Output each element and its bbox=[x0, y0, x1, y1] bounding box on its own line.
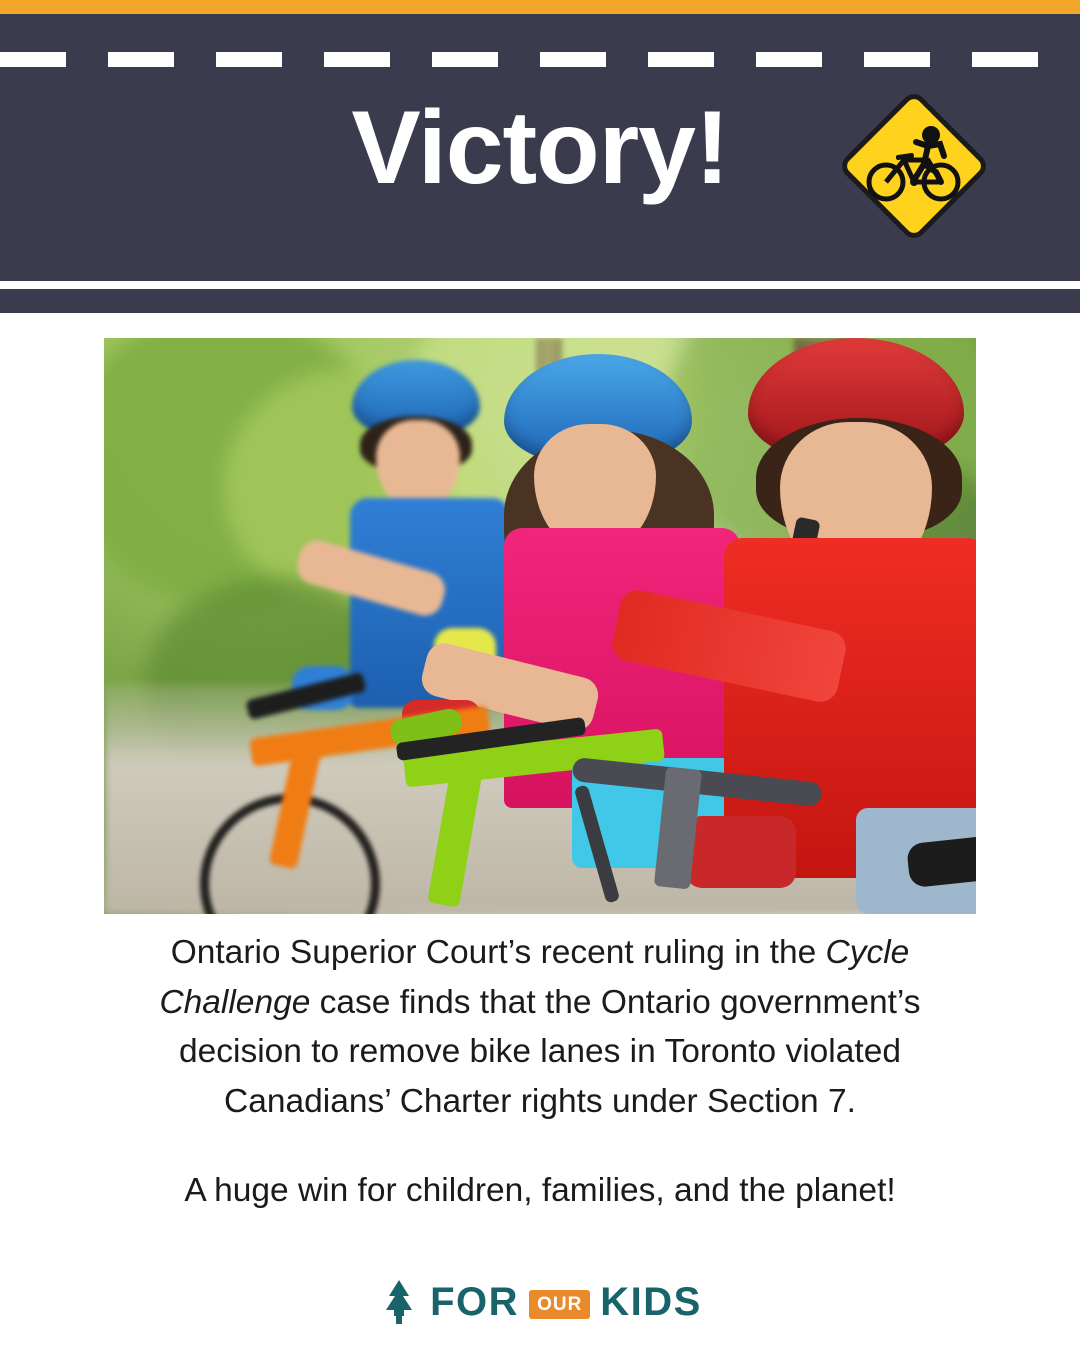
pine-tree-icon bbox=[378, 1278, 420, 1326]
paragraph-ruling-part1: Ontario Superior Court’s recent ruling in the bbox=[170, 934, 826, 971]
lane-dash bbox=[864, 52, 930, 67]
top-road-banner bbox=[0, 0, 1080, 313]
banner-white-gap bbox=[0, 281, 1080, 289]
logo-word-for: FOR bbox=[430, 1279, 520, 1324]
lane-dash bbox=[540, 52, 606, 67]
logo-word-our: OUR bbox=[529, 1290, 590, 1319]
photo-background bbox=[104, 338, 976, 914]
lane-dash bbox=[0, 52, 66, 67]
paragraph-win: A huge win for children, families, and the planet! bbox=[184, 1172, 896, 1210]
road-lane-dashes bbox=[0, 52, 1080, 67]
lane-dash bbox=[108, 52, 174, 67]
logo-word-kids: KIDS bbox=[600, 1279, 702, 1324]
for-our-kids-logo bbox=[0, 1278, 1080, 1326]
paragraph-ruling-part2: case finds that the Ontario government’s decision to remove bike lanes in Toronto violated Canadians’ Charter rights under Section 7. bbox=[179, 983, 921, 1120]
banner-bottom-bar bbox=[0, 289, 1080, 313]
lane-dash bbox=[756, 52, 822, 67]
case-name: Cycle Challenge bbox=[159, 934, 910, 1021]
lane-dash bbox=[324, 52, 390, 67]
three-children-riding-bicycles-photo bbox=[104, 338, 976, 914]
glove-red bbox=[686, 816, 796, 888]
orange-accent-bar bbox=[0, 0, 1080, 14]
paragraph-ruling bbox=[96, 928, 984, 1126]
page-title: Victory! bbox=[351, 90, 729, 206]
lane-dash bbox=[216, 52, 282, 67]
bicycle-crossing-sign-icon bbox=[836, 88, 992, 244]
lane-dash bbox=[432, 52, 498, 67]
lane-dash bbox=[648, 52, 714, 67]
lane-dash bbox=[972, 52, 1038, 67]
body-copy bbox=[96, 928, 984, 1216]
